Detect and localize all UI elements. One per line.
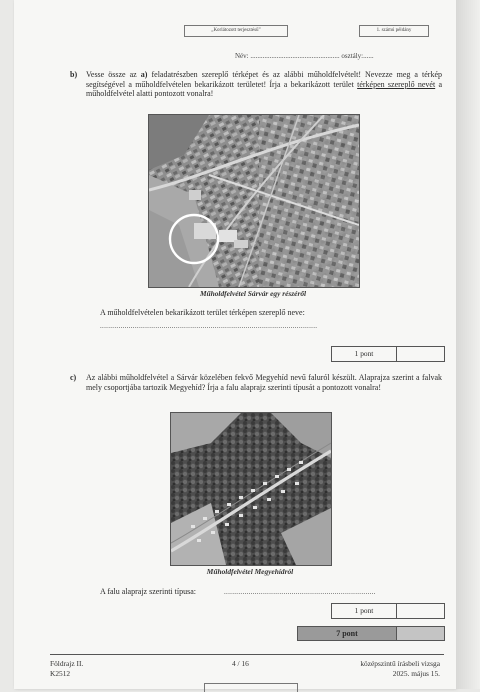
footer-exam-type: középszintű írásbeli vizsga bbox=[360, 659, 440, 668]
footer-subject: Földrajz II. bbox=[50, 659, 84, 668]
question-b-answer-label: A műholdfelvételen bekarikázott terület térképen szereplő neve: bbox=[100, 308, 305, 317]
name-class-line: Név: ................................................... osztály:...... bbox=[235, 52, 374, 60]
footer-page-number: 4 / 16 bbox=[232, 659, 249, 668]
copy-number-label: 1. számú példány bbox=[359, 25, 429, 37]
footer-date: 2025. május 15. bbox=[392, 669, 440, 678]
question-c-label: c) bbox=[70, 373, 77, 382]
total-score-label: 7 pont bbox=[298, 627, 397, 640]
question-b-score-label: 1 pont bbox=[332, 347, 397, 361]
question-c-scorebox bbox=[331, 603, 445, 619]
question-c-answer-line[interactable]: .......................................................................... bbox=[224, 588, 376, 596]
exam-page bbox=[14, 0, 456, 689]
sarvar-satellite-drawing bbox=[149, 115, 359, 287]
total-score-field[interactable] bbox=[397, 627, 444, 640]
question-b-score-field[interactable] bbox=[397, 347, 444, 361]
question-b-text: b) Vesse össze az a) feladatrészben szereplő térképet és az alábbi műholdfelvételt! Nevezze meg a térkép segítségével a műholdfelvételen bekarikázott területet! Írja a bekarikázott terület térképen szereplő nevét a műholdfelvétel alatti pontozott vonalra! bbox=[70, 70, 442, 99]
bottom-partial-box bbox=[204, 683, 298, 692]
megyehid-satellite-image bbox=[170, 412, 332, 566]
question-b-answer-line[interactable]: .......................................................................................................... bbox=[100, 322, 318, 330]
total-scorebox bbox=[297, 626, 445, 641]
question-c-text: c) Az alábbi műholdfelvétel a Sárvár közelében fekvő Megyehíd nevű faluról készült. Alaprajza szerint a falvak mely csoportjába tartozik Megyehíd? Írja a falu alaprajz szerinti típusát a pontozott vonalra! bbox=[70, 373, 442, 392]
restricted-distribution-label: „Korlátozott terjesztésű” bbox=[184, 25, 288, 37]
sarvar-satellite-image bbox=[148, 114, 360, 288]
sarvar-image-caption: Műholdfelvétel Sárvár egy részéről bbox=[199, 289, 307, 298]
question-b-label: b) bbox=[70, 70, 78, 79]
footer-code: K2512 bbox=[50, 669, 71, 678]
question-b-scorebox bbox=[331, 346, 445, 362]
scan-edge-shadow bbox=[456, 0, 480, 689]
question-c-score-field[interactable] bbox=[397, 604, 444, 618]
question-c-score-label: 1 pont bbox=[332, 604, 397, 618]
footer-rule bbox=[50, 654, 444, 655]
question-c-answer-label: A falu alaprajz szerinti típusa: bbox=[100, 587, 196, 596]
megyehid-satellite-drawing bbox=[171, 413, 331, 565]
megyehid-image-caption: Műholdfelvétel Megyehídról bbox=[206, 567, 294, 576]
